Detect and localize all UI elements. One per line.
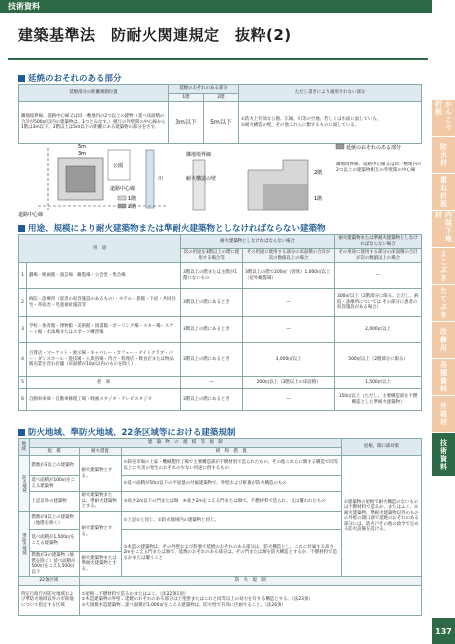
row-use: 自動車車庫・自動車修理工場・映画スタジオ・テレビスタジオ: [27, 389, 181, 411]
row-c: 2,000㎡以上: [335, 317, 422, 343]
table-row: [19, 389, 422, 411]
title-rule: [8, 58, 428, 60]
table-row: [19, 289, 422, 317]
tab-waterproof[interactable]: 防水材: [432, 137, 455, 174]
section-marker-icon: [18, 75, 25, 82]
label-1f: 1階: [314, 196, 323, 202]
row-b: ―: [243, 289, 335, 317]
legend-1f: 1階: [128, 196, 137, 202]
row-c: 300㎡以上（2階部分に限る。ただし、病院・診療所については その部分に患者の収容施設がある場合）: [335, 289, 422, 317]
row-no: 2: [19, 289, 27, 317]
row-scale: 延べ面積が1,500㎡をこえる建築物: [29, 530, 79, 552]
row-c: 150㎡以上（ただし、主要構造部を不燃構造とした準耐火建築物）: [335, 389, 422, 411]
legend-2f: 2階: [128, 204, 137, 210]
zone22-item-2: ②木造建築物の外壁…延焼のおそれのある部分は土塗壁またはこれと同等以上の効力を有する構造とする。（法23条）: [81, 597, 313, 603]
s1-floor1: 3m以下: [169, 102, 204, 144]
row-relax: ③高さ2m以下の門または塀 ④高さ2mをこえる門または塀で、不燃材料で造られ、又は覆われたもの: [121, 492, 342, 512]
s1-exception-1: ①防火上有効な公園、広場、川等の空地、若しくは水面に面している。: [241, 117, 382, 122]
row-a: 3階以上の階または主階が1階にないもの: [181, 263, 243, 289]
s2-col-use: 用 途: [19, 235, 181, 263]
s2-sub3: その用途に使用する部分の床面積の合計が次の数値以上の場合: [335, 249, 422, 263]
s2-sub2: その用途に使用する部分の床面積の合計が次の数値以上の場合: [243, 249, 335, 263]
tab-renovation[interactable]: 改修用: [432, 322, 455, 359]
s3-col-relax: 緩 和 措 置: [121, 447, 342, 456]
s3-col-reg: 建 築 物 の 規 模 等 規 制: [29, 439, 342, 448]
fire-zone-label: 防火地域: [19, 456, 30, 512]
section3-heading: 防火地域、準防火地域、22条区域等における建築規制: [18, 426, 235, 438]
row-scale: 上記以外の建築物: [29, 492, 79, 512]
fire-spread-diagram: [18, 140, 422, 218]
row-a: ―: [181, 377, 243, 389]
section1-heading: 延焼のおそれのある部分: [18, 72, 122, 84]
section-marker-icon: [18, 225, 25, 232]
row-b: ―: [243, 389, 335, 411]
row-struct: 耐火建築物または準耐火建築物とする。: [79, 552, 121, 577]
tab-exterior[interactable]: 外装材: [432, 396, 455, 433]
s1-col3: ただし書きにより適用されない部分: [239, 85, 422, 102]
right-legend-title: 延焼のおそれのある部分: [346, 145, 402, 151]
s1-exceptions: [239, 102, 422, 144]
row-scale: 階数が3以上の建築物: [29, 456, 79, 476]
row-no: 1: [19, 263, 27, 289]
s1-floor2: 5m以下: [204, 102, 239, 144]
row-b: 3階以上の階で200㎡（客席）1,000㎡以上（屋外観覧場）: [243, 263, 335, 289]
row-no: 4: [19, 343, 27, 377]
neighbor-label: 隣地境界線: [186, 152, 212, 158]
section2-table: [18, 234, 422, 411]
row-use: 学校・体育館・博物館・美術館・図書館・ボーリング場・スキー場・スケート場・水泳場またはスポーツ練習場: [27, 317, 181, 343]
tab-yokobuki[interactable]: よこぶき: [432, 248, 455, 285]
row-use: 劇場・映画館・演芸場 観覧場・公会堂・集会場: [27, 263, 181, 289]
row-c: ―: [335, 263, 422, 289]
tab-materials[interactable]: 各種資料: [432, 359, 455, 396]
tab-tatebuki[interactable]: たてぶき: [432, 285, 455, 322]
row-use: 病院・診療所（患者の収容施設のあるもの）・ホテル・旅館・下宿・共同住宅・寄宿舎・児童福祉施設等: [27, 289, 181, 317]
table-row: [19, 317, 422, 343]
s1-col1: 延焼部分の距離規制位置: [19, 85, 169, 102]
roof-text: ①建築物の屋根で耐火構造のないものは不燃材料で造るか、またはふく。②耐火建築物、準耐火建築物以外のものの外壁の開口部で延焼のおそれのある部分には、防火戸その他の政令で定める防火設備を設ける。: [342, 456, 422, 577]
row-no: 3: [19, 317, 27, 343]
building-2f-shape: [66, 166, 95, 192]
zone22-title: 防 火 規 制: [79, 577, 422, 586]
row-c: 1,500㎡以上: [335, 377, 422, 389]
table-row: [19, 456, 422, 476]
right-note-box: [336, 162, 422, 202]
tab-kanko[interactable]: かんこう折板: [432, 100, 455, 137]
semi-zone-label: 準防火地域: [19, 512, 30, 577]
s2-col-semi: 耐火建築物または準耐火建築物としなければならない場合: [335, 235, 422, 249]
category-label: 技術資料: [8, 2, 40, 11]
river-shape: [146, 150, 154, 208]
zone22-item-1: ①屋根…不燃材料で造るかまたはふく。（法22条1項）: [81, 591, 189, 597]
zone22-text: 特定行政庁が防火地域および準防火地域以外の市街地について指定する区域: [19, 585, 80, 615]
page-number: 137: [432, 618, 455, 644]
dim-5m-label: 5m: [78, 144, 87, 150]
table-row: [19, 377, 422, 389]
row-use: 百貨店・マーケット・展示場・キャバレー・カフェー・ナイトクラブ・バー・ダンスホール・遊技場・公衆浴場・待合・料理店・飲食店または物品販売業を営む店舗（床面積が10㎡以内のものを除く）: [27, 343, 181, 377]
table-row: [19, 263, 422, 289]
row-struct: 耐火建築物または、準耐火建築物とする。: [79, 492, 121, 512]
section2-heading: 用途、規模により耐火建築物または準耐火建築物としなければならない建築物: [18, 222, 326, 234]
s2-sub1: 次の用途を3階以上の階に使用する場合等: [181, 249, 243, 263]
s1-row-text: 隣地境界線、道路中心線又は同一敷地内の2つ以上の建物（延べ床面積の合計が500㎡以内の建築物は、1つとみなす。）相互の外壁間の中心線から1階は3m以下、2階以上は5m以下の距離にある建築物の部分をさす。: [19, 102, 169, 144]
category-bar: [0, 0, 432, 13]
row-relax: ①上記①と同じ。②防火地域内の建築物と同じ。: [121, 512, 342, 530]
row-relax: ①卸売市場の上家・機械製作工場で主要構造部が不燃材料で造られたもの、その他これらに類する構造で同等以上に火災の発生のおそれの少ない用途に供するもの: [121, 456, 342, 476]
s3-col-roof: 屋根、開口部対策: [342, 439, 422, 456]
s2-col-fire: 耐火建築物としなければならない場合: [181, 235, 335, 249]
s3-col-scale: 規 模: [29, 447, 79, 456]
row-relax: ②延べ面積が50㎡以下の平屋建の付属建築物で、外壁および軒裏が防火構造のもの: [121, 476, 342, 492]
row-relax: ③本造の建築物は、その外壁および軒裏で延焼のおそれのある部分は、防火構造とし、これに付属する高さ2mをこえる門または塀で、延焼のおそれのある部分は、その門または塀を防火構造とするか、不燃材料で造るかまたは覆うこと: [121, 530, 342, 577]
tab-layered[interactable]: 重ね折板: [432, 174, 455, 211]
label-2f: 2階: [314, 170, 323, 176]
s1-col2: 延焼のおそれのある部分: [169, 85, 239, 94]
road-center-label: 道路中心線: [110, 186, 136, 192]
table-row: [19, 343, 422, 377]
s1-floor1-header: 1階: [169, 93, 204, 102]
s3-col-struct: 耐火措置: [79, 447, 121, 456]
tab-interior[interactable]: 内装下地材: [432, 211, 455, 248]
row-scale: 階数が3の建築物（地階を除く）延べ面積が500㎡をこえ1,500㎡以下: [29, 552, 79, 577]
building-label: 耐火構造の壁: [186, 176, 217, 182]
river-label: 川: [158, 176, 164, 182]
zone22-items: [79, 585, 422, 615]
side-tabs: [432, 100, 455, 477]
section-marker-icon: [18, 429, 25, 436]
s1-floor2-header: 2階: [204, 93, 239, 102]
park-label: 公園: [112, 163, 124, 169]
row-c: 500㎡以上（2階部分に限る）: [335, 343, 422, 377]
row-b: 200㎡以上（3階以上の床面積）: [243, 377, 335, 389]
tab-technical[interactable]: 技術資料: [432, 433, 455, 477]
zone22-item-3: ③大規模木造建築物…延べ面積が1,000㎡をこえる建築物は、防火壁で有効に区画すること。（法26条）: [81, 602, 286, 608]
legend-2f-swatch: [118, 204, 126, 208]
row-a: 3階以上の階にあるとき: [181, 289, 243, 317]
neighbor-wall-shape: [193, 160, 205, 210]
section1-table: [18, 84, 422, 144]
dim-3m-label: 3m: [78, 151, 87, 157]
row-a: 3階以上の階にあるとき: [181, 343, 243, 377]
row-b: ―: [243, 317, 335, 343]
table-row: [19, 585, 422, 615]
row-scale: 階数が4以上の建築物（地階を除く）: [29, 512, 79, 530]
right-legend-swatch: [336, 144, 344, 149]
road-center-left-label: 道路中心線: [18, 212, 44, 218]
row-no: 5: [19, 377, 27, 389]
zone22-label: 22条区域: [19, 577, 80, 586]
row-no: 6: [19, 389, 27, 411]
spread-zone-shape: [263, 184, 308, 210]
row-struct: 耐火建築物とする。: [79, 456, 121, 492]
s1-exception-2: ②耐火構造の壁、その他これらに類するものに面している。: [241, 122, 360, 128]
right-note: 隣地境界線、道路中心線又は同一敷地内の2つ以上の建築物相互の外壁間の中心線: [336, 162, 422, 173]
row-use: 倉 庫: [27, 377, 181, 389]
row-a: 3階以上の階にあるとき: [181, 317, 243, 343]
legend-1f-swatch: [118, 196, 126, 200]
s3-col-region: 地域: [19, 439, 30, 456]
row-a: 3階以上の階にあるとき: [181, 389, 243, 411]
row-b: 3,000㎡以上: [243, 343, 335, 377]
row-struct: 耐火建築物とする。: [79, 512, 121, 552]
section3-table: [18, 438, 422, 616]
row-scale: 延べ面積が100㎡をこえる建築物: [29, 476, 79, 492]
page-title: 建築基準法 防耐火関連規定 抜粋(2): [18, 26, 292, 44]
